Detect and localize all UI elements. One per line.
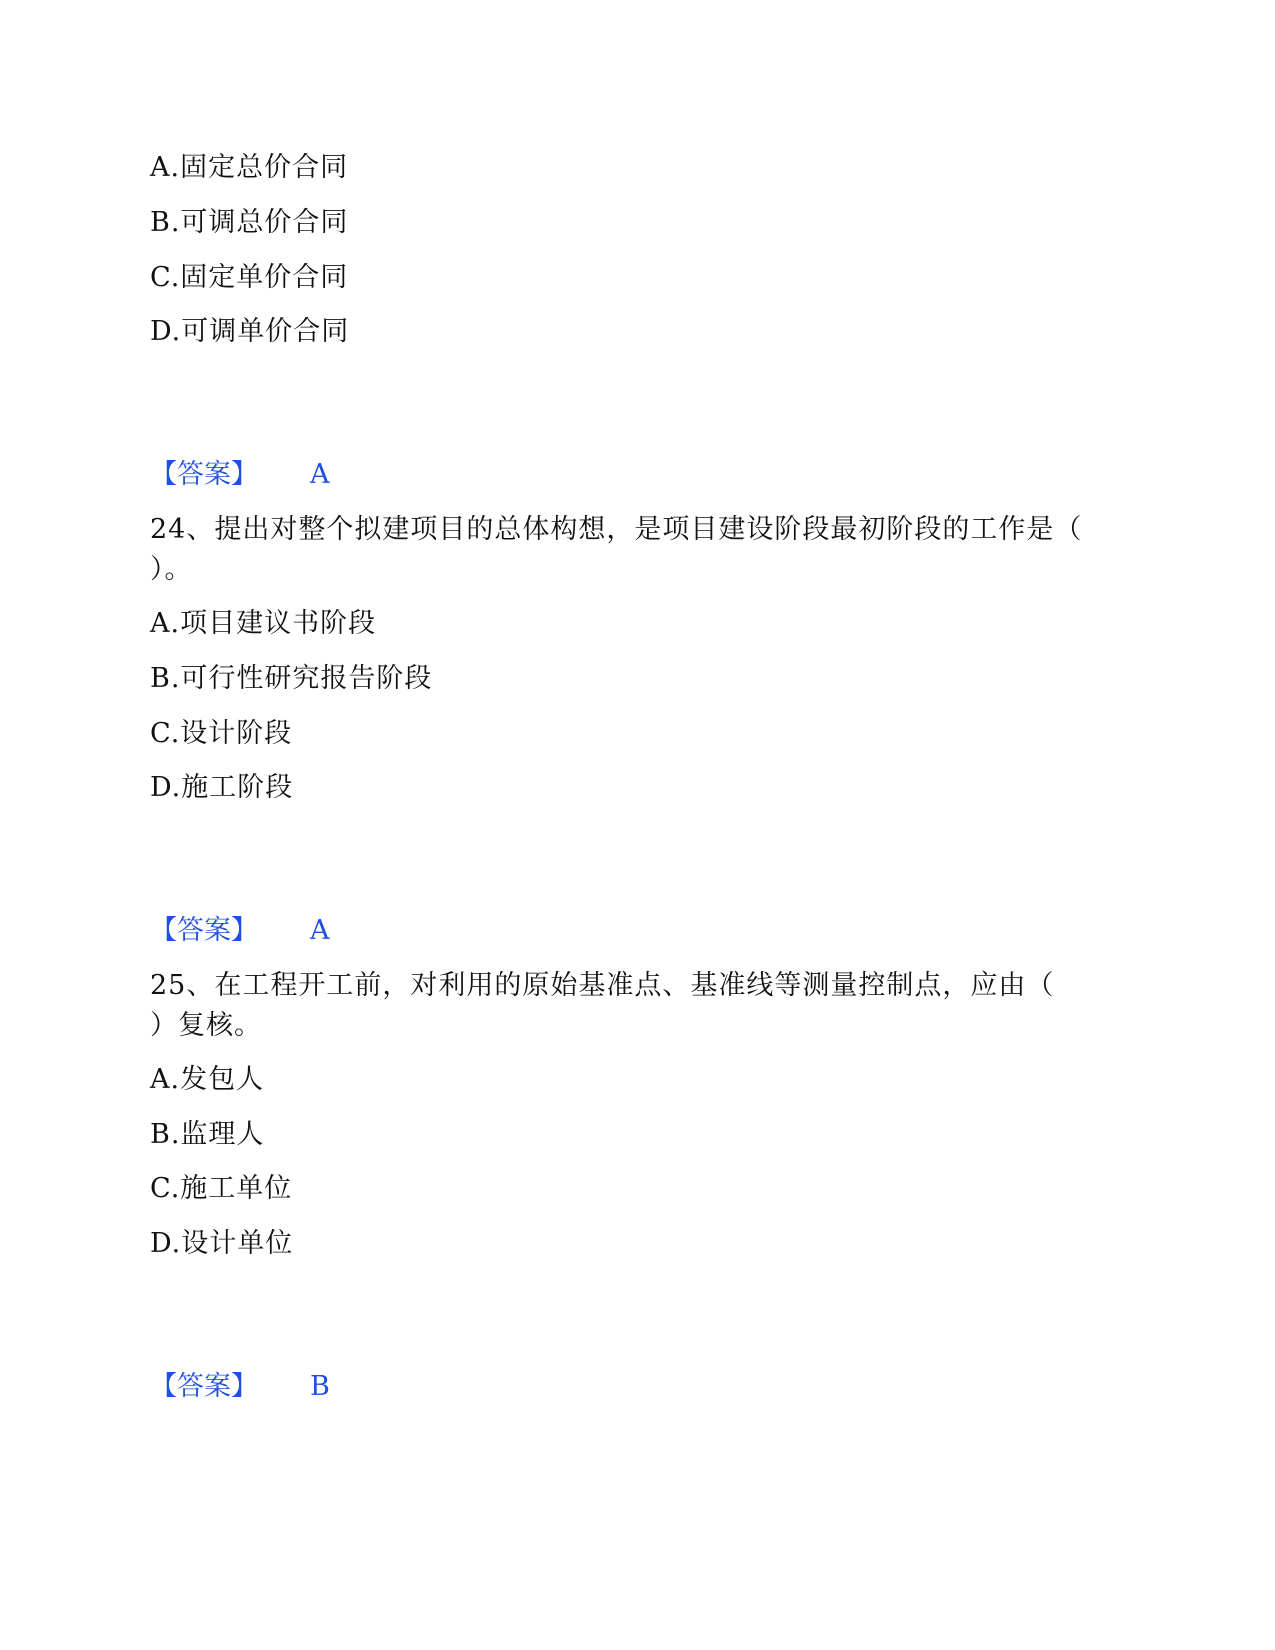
question-25-text: 25、在工程开工前，对利用的原始基准点、基准线等测量控制点，应由（	[150, 970, 1055, 1001]
q25-option-b: B.监理人	[150, 1119, 265, 1150]
option-c: C.固定单价合同	[150, 262, 349, 293]
answer-label: 【答案】	[150, 459, 258, 490]
q25-option-a: A.发包人	[150, 1064, 265, 1095]
option-b: B.可调总价合同	[150, 207, 349, 238]
answer-label: 【答案】	[150, 915, 258, 946]
option-a: A.固定总价合同	[150, 152, 349, 183]
answer-value: A	[310, 915, 330, 946]
q25-answer-row	[150, 1370, 330, 1404]
question-25-text-cont: ）复核。	[150, 1010, 262, 1041]
answer-label: 【答案】	[150, 1371, 258, 1402]
q24-answer-row	[150, 914, 330, 948]
answer-value: A	[310, 459, 330, 490]
option-d: D.可调单价合同	[150, 316, 350, 347]
question-24-text: 24、提出对整个拟建项目的总体构想，是项目建设阶段最初阶段的工作是（	[150, 514, 1083, 545]
answer-row	[150, 458, 330, 492]
answer-value: B	[310, 1371, 330, 1402]
q24-option-b: B.可行性研究报告阶段	[150, 663, 433, 694]
q24-option-d: D.施工阶段	[150, 772, 294, 803]
q25-option-d: D.设计单位	[150, 1228, 294, 1259]
q25-option-c: C.施工单位	[150, 1173, 293, 1204]
q24-option-c: C.设计阶段	[150, 718, 293, 749]
question-24-text-cont: ）。	[150, 554, 193, 585]
q24-option-a: A.项目建议书阶段	[150, 608, 377, 639]
